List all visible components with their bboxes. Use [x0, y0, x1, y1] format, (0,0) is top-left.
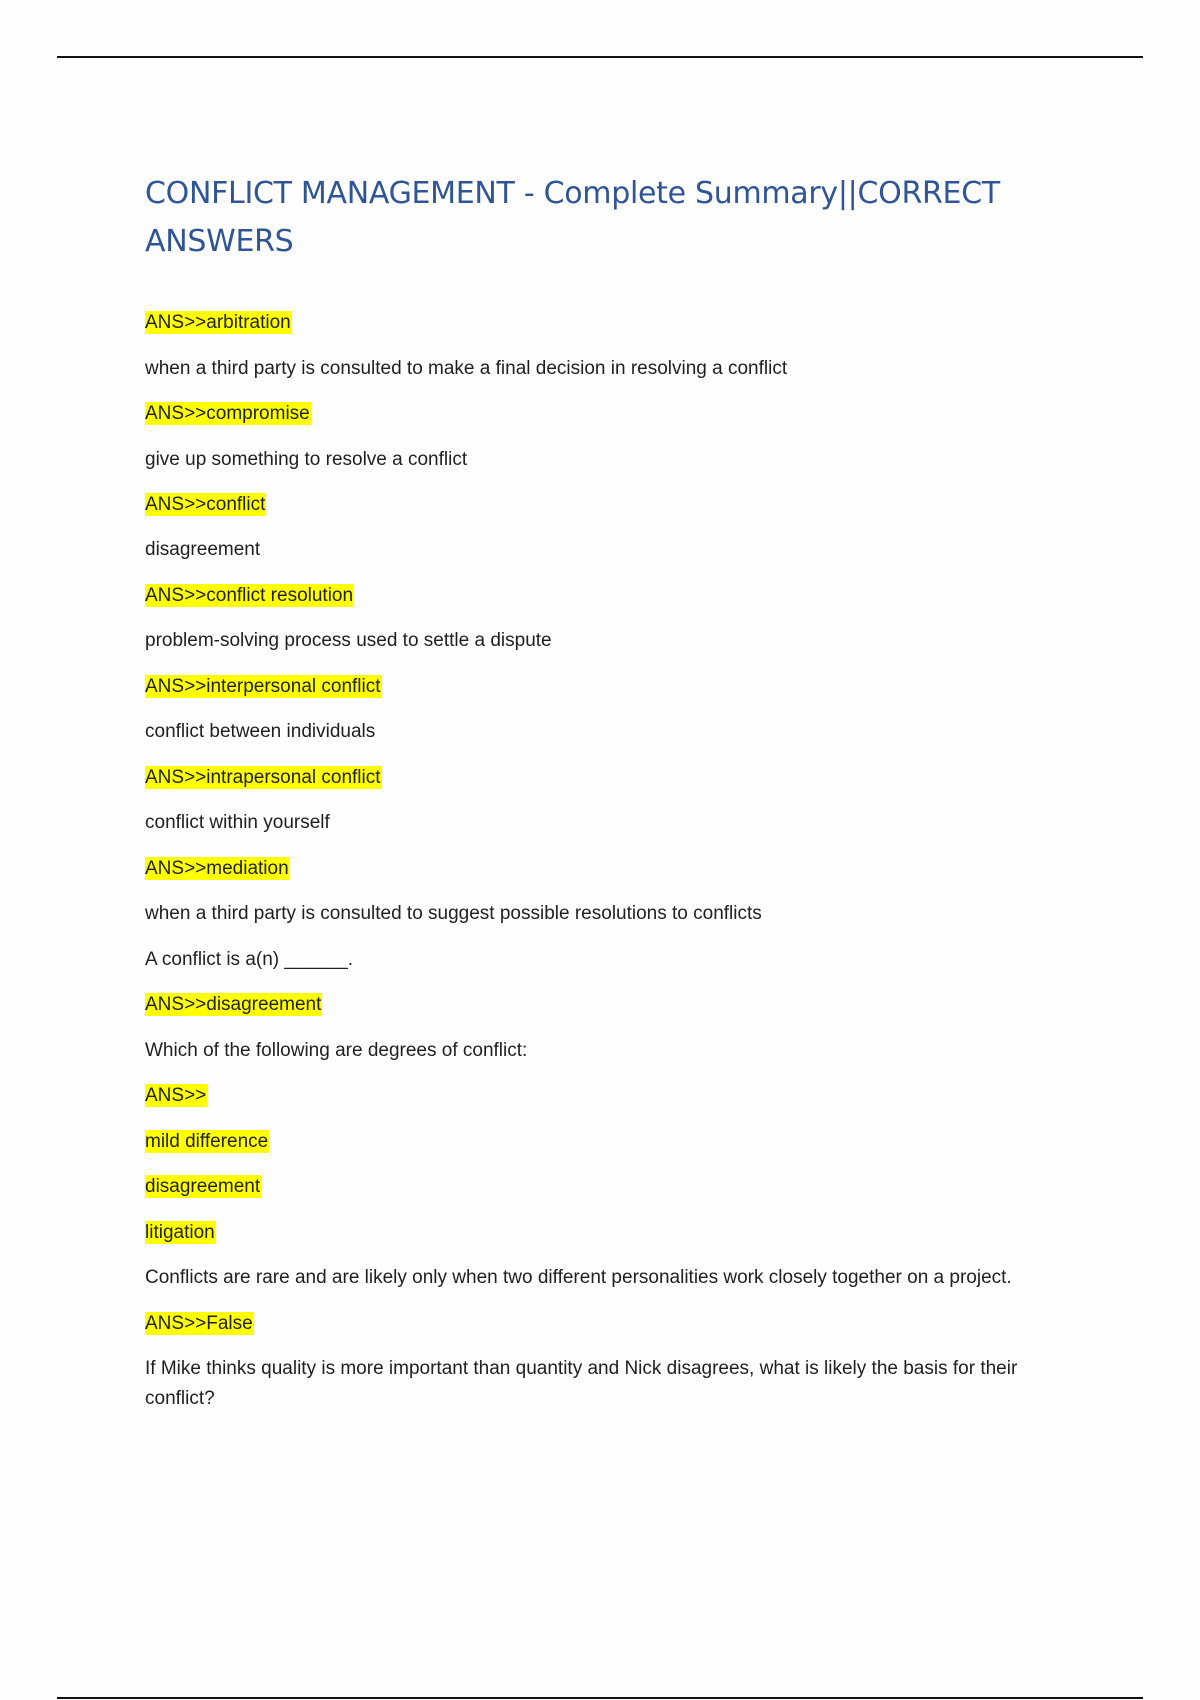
definition-line: when a third party is consulted to make a final decision in resolving a conflict — [145, 358, 788, 379]
answer-line — [145, 766, 382, 790]
answer-highlight: ANS>>disagreement — [145, 994, 322, 1015]
answer-option — [145, 1130, 269, 1154]
header-rule — [57, 56, 1143, 58]
answer-line — [145, 402, 311, 426]
definition-line: when a third party is consulted to suggest possible resolutions to conflicts — [145, 903, 762, 924]
definition-line: problem-solving process used to settle a dispute — [145, 630, 552, 651]
answer-highlight: litigation — [145, 1222, 215, 1243]
answer-highlight: ANS>>compromise — [145, 403, 310, 424]
answer-highlight: ANS>>arbitration — [145, 312, 291, 333]
definition-line: conflict between individuals — [145, 721, 376, 742]
answer-highlight: disagreement — [145, 1176, 261, 1197]
answer-highlight: ANS>>conflict resolution — [145, 585, 354, 606]
answer-highlight: ANS>>intrapersonal conflict — [145, 767, 381, 788]
answer-line — [145, 493, 266, 517]
definition-line: conflict within yourself — [145, 812, 330, 833]
answer-line — [145, 857, 290, 881]
answer-line — [145, 1084, 207, 1108]
answer-highlight: ANS>>conflict — [145, 494, 266, 515]
footer-rule — [57, 1697, 1143, 1699]
definition-line: disagreement — [145, 539, 261, 560]
answer-line — [145, 1312, 254, 1336]
answer-line — [145, 675, 382, 699]
answer-line — [145, 311, 292, 335]
document-title: CONFLICT MANAGEMENT - Complete Summary||CORRECT ANSWERS — [145, 176, 1000, 259]
question-line: Conflicts are rare and are likely only when two different personalities work closely together on a project. — [145, 1267, 1012, 1288]
answer-option — [145, 1221, 216, 1245]
definition-line: give up something to resolve a conflict — [145, 449, 468, 470]
answer-line — [145, 993, 322, 1017]
answer-highlight: ANS>>mediation — [145, 858, 289, 879]
answer-line — [145, 584, 354, 608]
question-line: If Mike thinks quality is more important than quantity and Nick disagrees, what is likely the basis for their conflict? — [145, 1358, 1018, 1409]
answer-highlight: ANS>>interpersonal conflict — [145, 676, 381, 697]
answer-highlight: mild difference — [145, 1131, 269, 1152]
question-line: Which of the following are degrees of conflict: — [145, 1040, 528, 1061]
answer-highlight: ANS>>False — [145, 1313, 253, 1334]
answer-highlight: ANS>> — [145, 1085, 207, 1106]
answer-option — [145, 1175, 261, 1199]
question-line: A conflict is a(n) ______. — [145, 949, 354, 970]
